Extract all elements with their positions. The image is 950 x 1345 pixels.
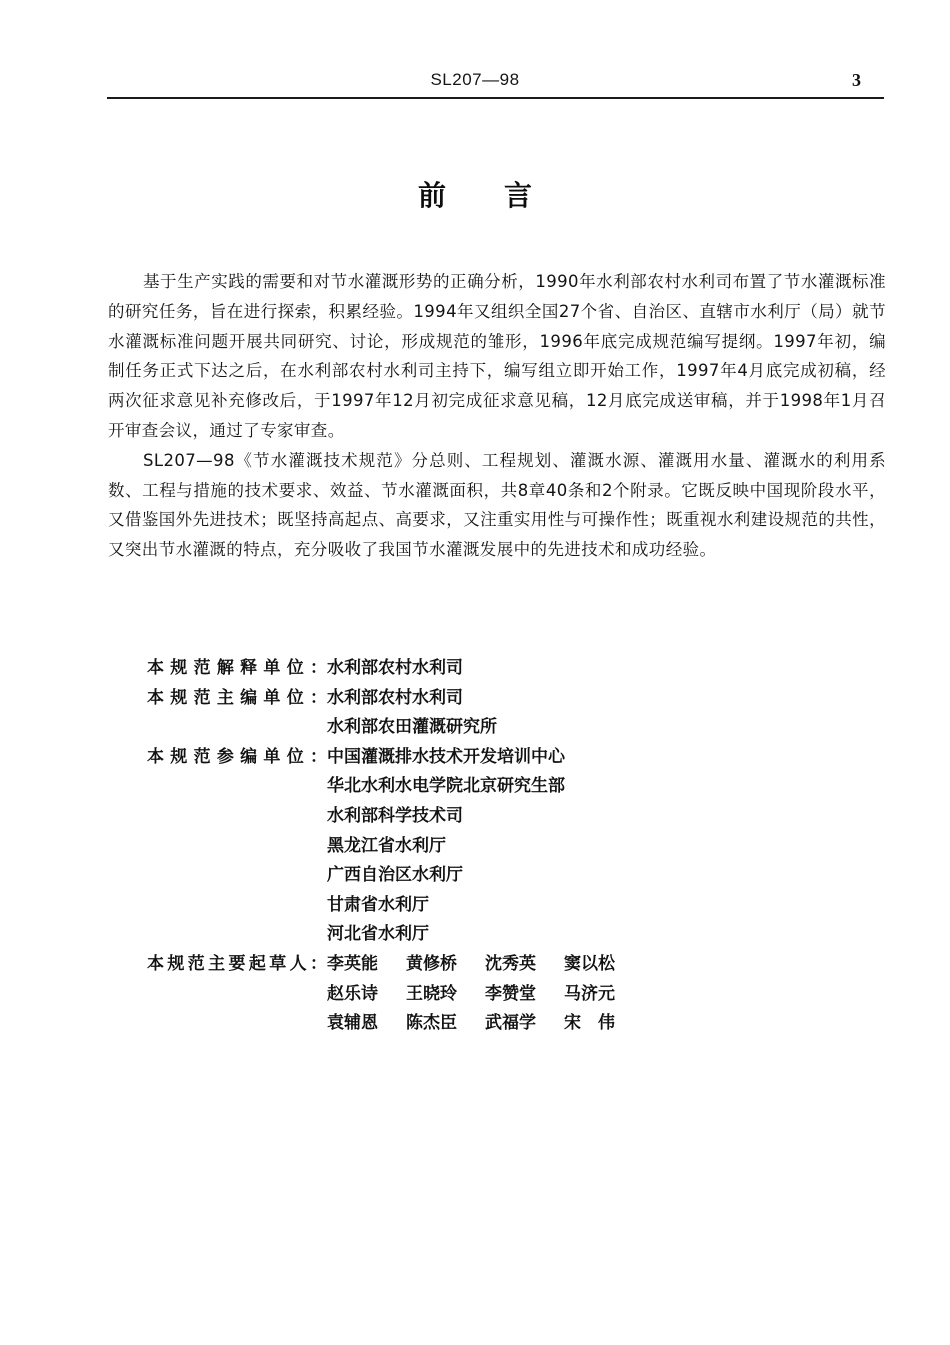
credit-unit: 水利部科学技术司 — [327, 805, 463, 826]
foreword-paragraph-1: 基于生产实践的需要和对节水灌溉形势的正确分析，1990年水利部农村水利司布置了节水灌溉标准的研究任务，旨在进行探索，积累经验。1994年又组织全国27个省、自治区、直辖市水利厅（局）就节水灌溉标准问题开展共同研究、讨论，形成规范的雏形，1996年底完成规范编写提纲。1997年初，编制任务正式下达之后，在水利部农村水利司主持下，编写组立即开始工作，1997年4月底完成初稿，经两次征求意见补充修改后，于1997年12月初完成征求意见稿，12月底完成送审稿，并于1998年1月召开审查会议，通过了专家审查。 — [108, 272, 886, 440]
credit-unit: 华北水利水电学院北京研究生部 — [327, 776, 565, 797]
page-title: 前言 — [417, 179, 590, 212]
drafter-name: 王晓玲 — [406, 983, 457, 1004]
drafter-name: 武福学 — [485, 1013, 536, 1034]
credit-label: 本规范解释单位： — [147, 658, 327, 678]
credit-label: 本规范主要起草人： — [147, 953, 327, 974]
credit-values — [327, 654, 767, 684]
drafter-name: 李英能 — [327, 953, 378, 974]
foreword-body — [108, 267, 886, 565]
header-doc-code: SL207—98 — [430, 70, 520, 89]
credit-unit: 水利部农田灌溉研究所 — [327, 717, 497, 738]
foreword-paragraph-2: SL207—98《节水灌溉技术规范》分总则、工程规划、灌溉水源、灌溉用水量、灌溉水的利用系数、工程与措施的技术要求、效益、节水灌溉面积，共8章40条和2个附录。它既反映中国现阶段水平，又借鉴国外先进技术；既坚持高起点、高要求，又注重实用性与可操作性；既重视水利建设规范的共性，又突出节水灌溉的特点，充分吸收了我国节水灌溉发展中的先进技术和成功经验。 — [108, 450, 886, 560]
drafter-name: 陈杰臣 — [406, 1013, 457, 1034]
credit-unit: 河北省水利厅 — [327, 924, 429, 945]
header-divider — [107, 97, 884, 99]
drafter-row — [327, 1009, 767, 1039]
page-number: 3 — [852, 70, 861, 90]
drafter-row — [327, 950, 767, 980]
drafter-name: 袁辅恩 — [327, 1013, 378, 1034]
credit-unit: 广西自治区水利厅 — [327, 865, 463, 886]
drafter-name: 李赞堂 — [485, 983, 536, 1004]
credits-block — [147, 654, 767, 1039]
credit-chief-editor — [147, 684, 767, 743]
credit-interpretation — [147, 654, 767, 684]
drafter-name: 黄修桥 — [406, 953, 457, 974]
credit-unit: 甘肃省水利厅 — [327, 894, 429, 915]
credit-participating — [147, 743, 767, 950]
drafter-name: 宋 伟 — [564, 1013, 615, 1034]
credit-unit: 中国灌溉排水技术开发培训中心 — [327, 746, 565, 767]
credit-unit: 黑龙江省水利厅 — [327, 835, 446, 856]
drafter-names — [327, 950, 767, 1039]
drafter-name: 马济元 — [564, 983, 615, 1004]
credit-drafters — [147, 950, 767, 1039]
drafter-name: 沈秀英 — [485, 953, 536, 974]
drafter-name: 窦以松 — [564, 953, 615, 974]
credit-values — [327, 743, 767, 950]
credit-label: 本规范主编单位： — [147, 687, 327, 708]
credit-label: 本规范参编单位： — [147, 746, 327, 767]
credit-unit: 水利部农村水利司 — [327, 687, 463, 708]
drafter-name: 赵乐诗 — [327, 983, 378, 1004]
credit-values — [327, 684, 767, 743]
credit-unit: 水利部农村水利司 — [327, 658, 463, 678]
drafter-row — [327, 980, 767, 1010]
